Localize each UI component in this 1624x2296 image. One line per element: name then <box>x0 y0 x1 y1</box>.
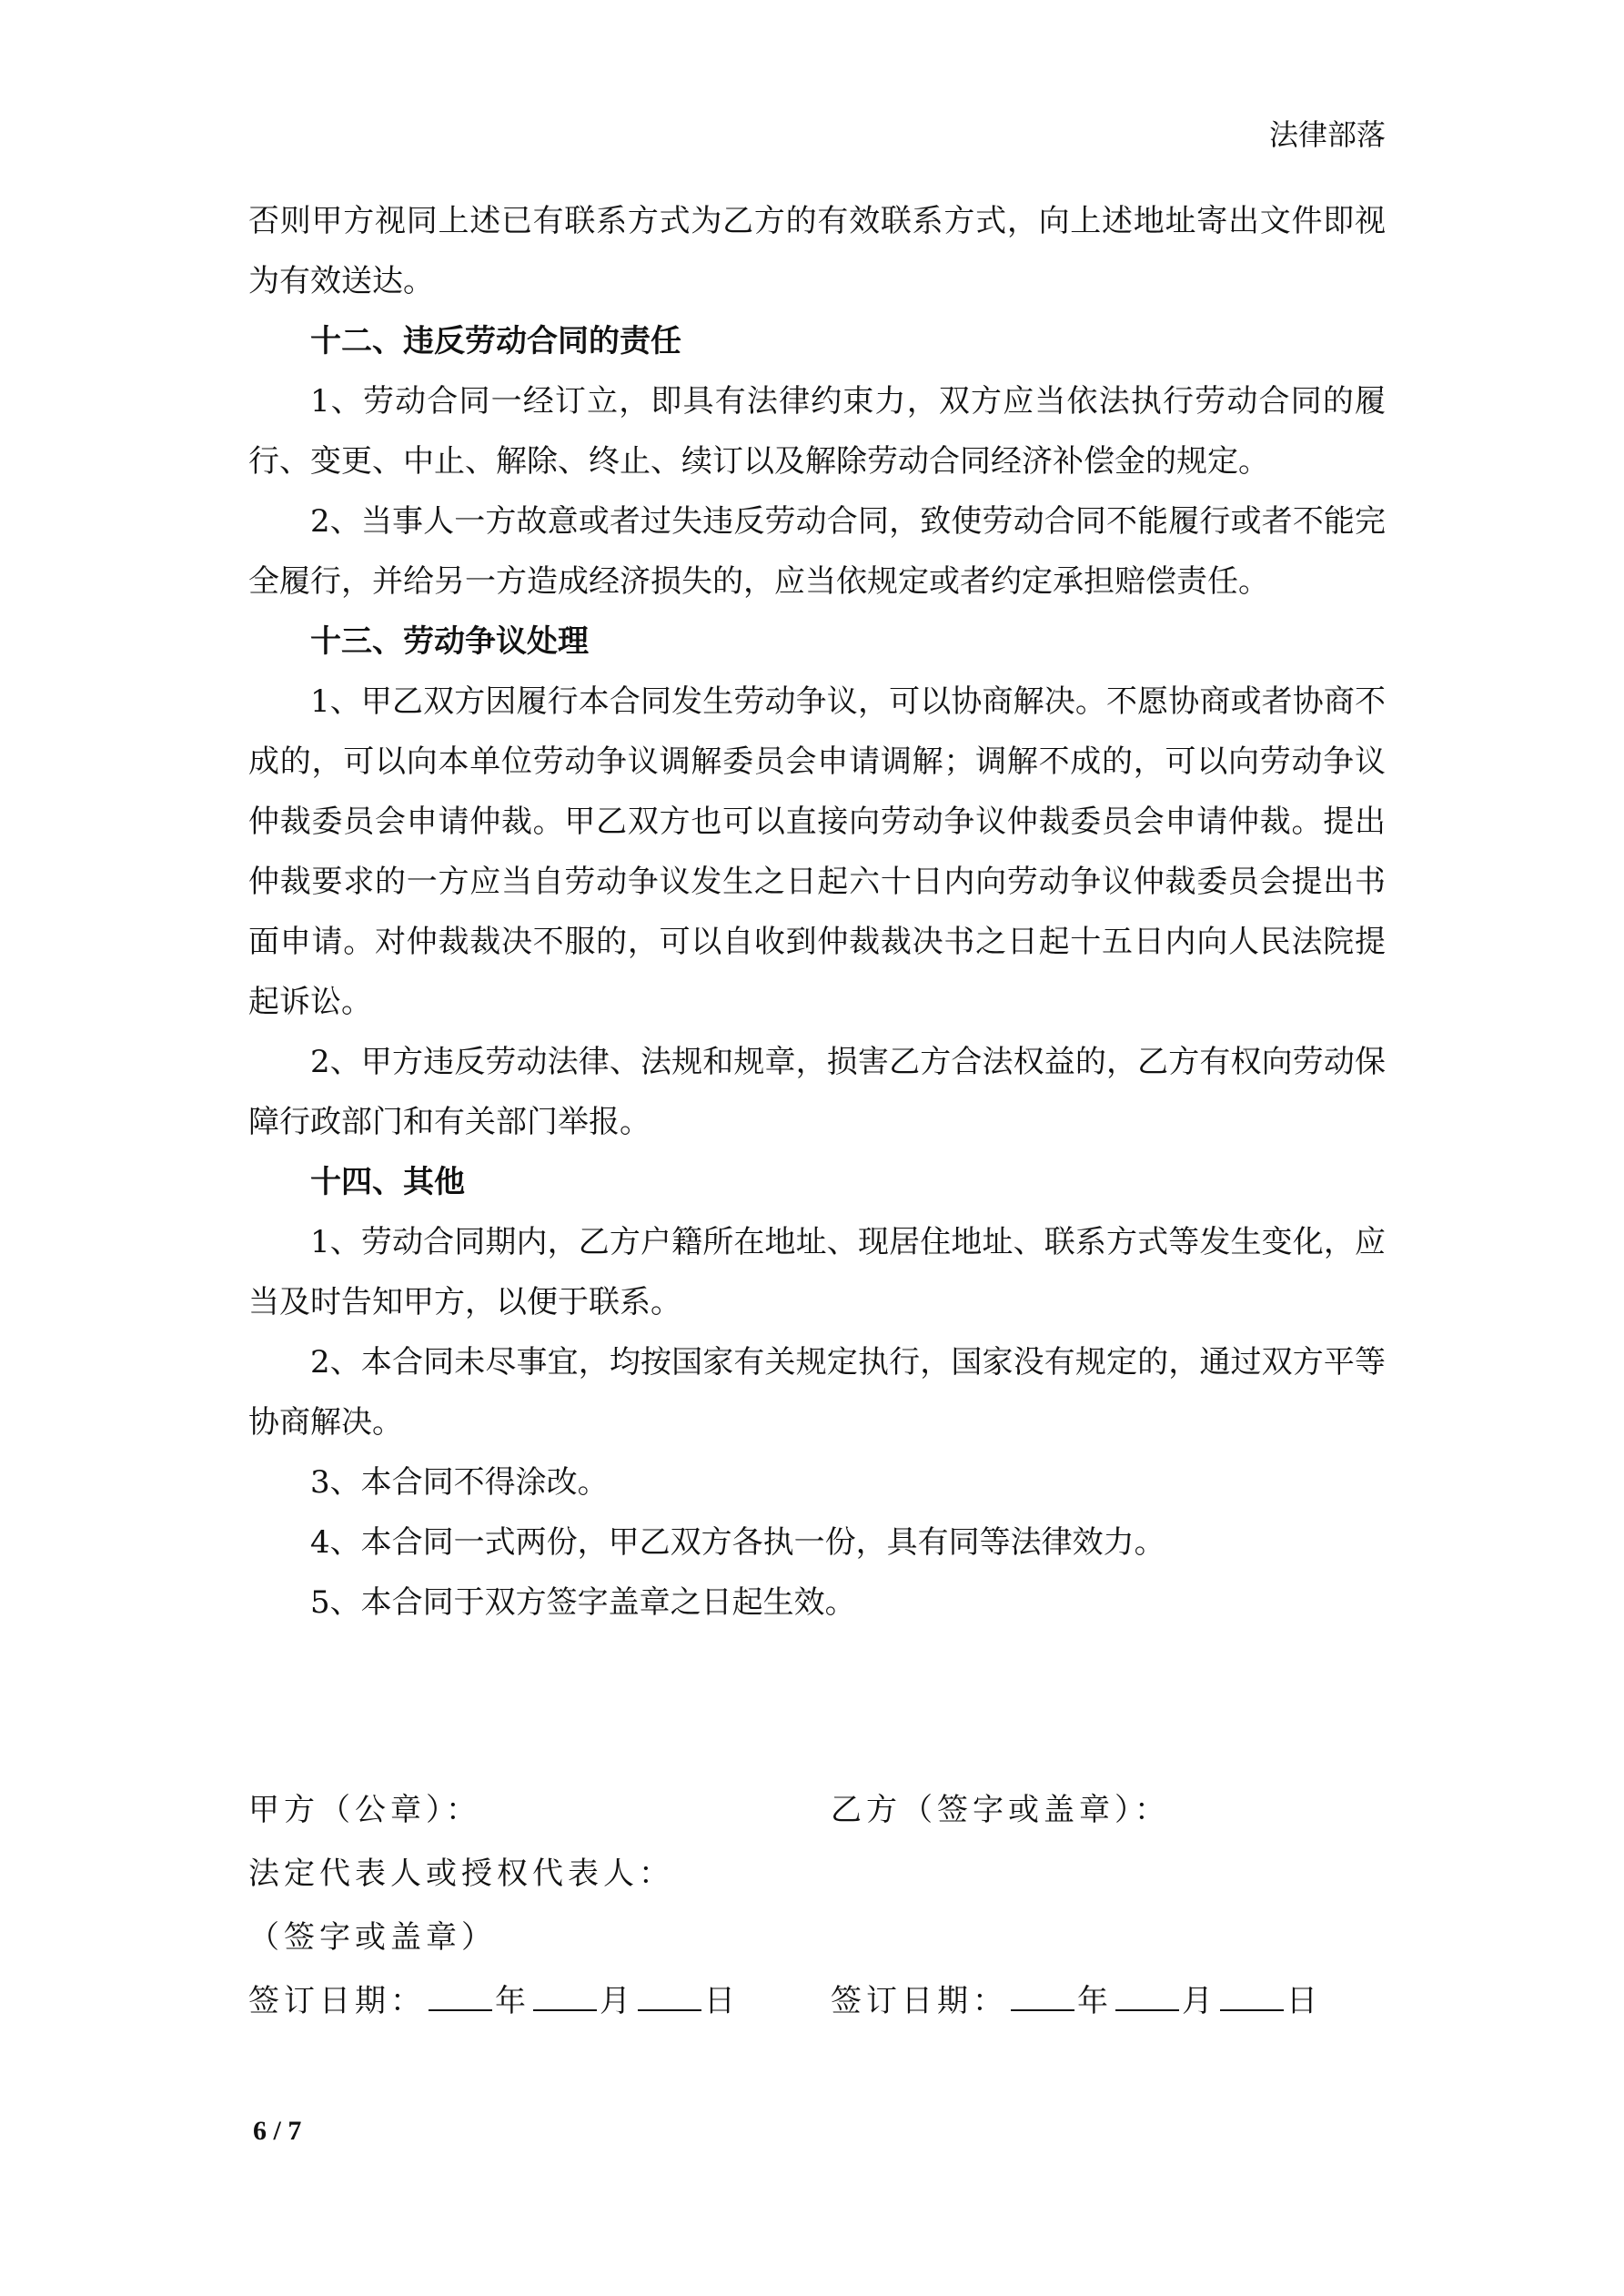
legal-rep-label: 法定代表人或授权代表人： <box>248 1855 674 1892</box>
paragraph: 1、劳动合同一经订立，即具有法律约束力，双方应当依法执行劳动合同的履行、变更、中止、解除、终止、续订以及解除劳动合同经济补偿金的规定。 <box>248 383 1386 480</box>
year-label: 年 <box>495 1982 530 2019</box>
day-blank[interactable] <box>638 1982 701 2011</box>
year-blank[interactable] <box>1011 1982 1074 2011</box>
month-blank[interactable] <box>533 1982 597 2011</box>
paragraph: 否则甲方视同上述已有联系方式为乙方的有效联系方式，向上述地址寄出文件即视为有效送达。 <box>248 203 1386 299</box>
date-label: 签订日期： <box>831 1982 1008 2019</box>
month-blank[interactable] <box>1115 1982 1179 2011</box>
paragraph: 2、甲方违反劳动法律、法规和规章，损害乙方合法权益的，乙方有权向劳动保障行政部门和有关部门举报。 <box>248 1044 1386 1140</box>
day-blank[interactable] <box>1220 1982 1284 2011</box>
paragraph: 2、本合同未尽事宜，均按国家有关规定执行，国家没有规定的，通过双方平等协商解决。 <box>248 1344 1386 1441</box>
paragraph: 1、劳动合同期内，乙方户籍所在地址、现居住地址、联系方式等发生变化，应当及时告知甲方，以便于联系。 <box>248 1224 1386 1320</box>
party-b-label: 乙方（签字或盖章）： <box>831 1791 1170 1828</box>
paragraph: 3、本合同不得涂改。 <box>310 1464 609 1501</box>
party-b-date <box>831 1976 1386 2020</box>
day-label: 日 <box>1286 1982 1322 2019</box>
section-heading: 十二、违反劳动合同的责任 <box>310 323 681 359</box>
page-header: 法律部落 <box>1268 117 1386 152</box>
section-heading: 十三、劳动争议处理 <box>310 623 589 660</box>
party-a-date <box>248 1976 831 2020</box>
sign-or-seal-label: （签字或盖章） <box>248 1918 497 1956</box>
year-label: 年 <box>1077 1982 1113 2019</box>
date-label: 签订日期： <box>248 1982 426 2019</box>
signature-block <box>248 1775 1386 2029</box>
day-label: 日 <box>704 1982 740 2019</box>
paragraph: 2、当事人一方故意或者过失违反劳动合同，致使劳动合同不能履行或者不能完全履行，并给另一方造成经济损失的，应当依规定或者约定承担赔偿责任。 <box>248 503 1386 600</box>
year-blank[interactable] <box>429 1982 492 2011</box>
month-label: 月 <box>600 1982 635 2019</box>
section-heading: 十四、其他 <box>310 1164 465 1200</box>
paragraph: 5、本合同于双方签字盖章之日起生效。 <box>310 1584 856 1621</box>
contract-body <box>248 191 1386 1633</box>
page-number: 6 / 7 <box>253 2116 302 2146</box>
paragraph: 1、甲乙双方因履行本合同发生劳动争议，可以协商解决。不愿协商或者协商不成的，可以向本单位劳动争议调解委员会申请调解；调解不成的，可以向劳动争议仲裁委员会申请仲裁。甲乙双方也可以直接向劳动争议仲裁委员会申请仲裁。提出仲裁要求的一方应当自劳动争议发生之日起六十日内向劳动争议仲裁委员会提出书面申请。对仲裁裁决不服的，可以自收到仲裁裁决书之日起十五日内向人民法院提起诉讼。 <box>248 683 1386 1020</box>
paragraph: 4、本合同一式两份，甲乙双方各执一份，具有同等法律效力。 <box>310 1524 1165 1561</box>
month-label: 月 <box>1182 1982 1217 2019</box>
party-a-label: 甲方（公章）： <box>248 1791 481 1828</box>
